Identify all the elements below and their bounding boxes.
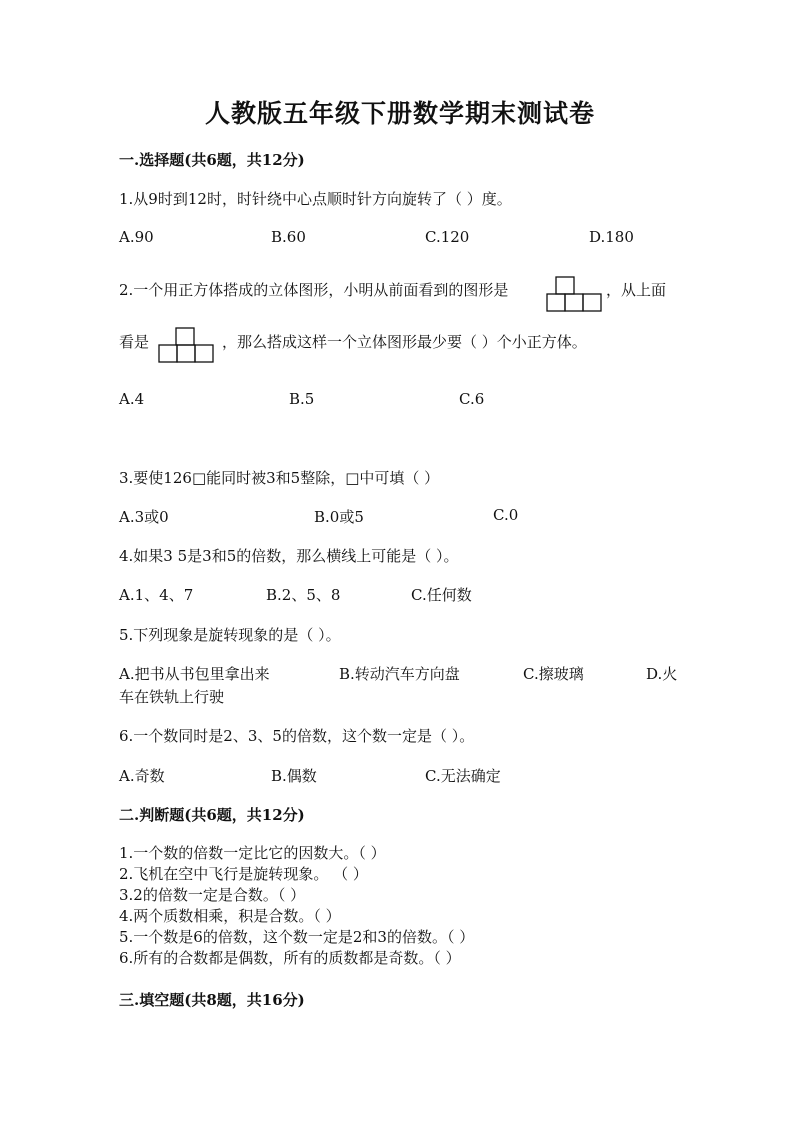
question-2-option-c: C.6 bbox=[459, 390, 485, 408]
true-false-item: 3.2的倍数一定是合数。（ ） bbox=[119, 886, 306, 904]
question-4-text: 4.如果3 5是3和5的倍数，那么横线上可能是（ ）。 bbox=[119, 547, 459, 565]
page-title: 人教版五年级下册数学期末测试卷 bbox=[204, 99, 595, 128]
question-6-option-a: A.奇数 bbox=[119, 767, 165, 785]
question-2-text-line1: 2.一个用正方体搭成的立体图形，小明从前面看到的图形是 bbox=[119, 281, 509, 299]
question-4-option-b: B.2、5、8 bbox=[266, 586, 341, 604]
question-5-option-d-continued: 车在铁轨上行驶 bbox=[119, 688, 225, 706]
question-6-option-c: C.无法确定 bbox=[425, 767, 501, 785]
section-heading-choice: 一.选择题(共6题，共12分) bbox=[119, 151, 305, 169]
question-1-option-c: C.120 bbox=[425, 228, 470, 246]
question-1-option-b: B.60 bbox=[271, 228, 306, 246]
question-3-text: 3.要使126□能同时被3和5整除，□中可填（ ） bbox=[119, 469, 440, 487]
question-2-option-a: A.4 bbox=[119, 390, 145, 408]
top-view-figure bbox=[158, 326, 216, 364]
question-2-text-line2-start: 看是 bbox=[119, 333, 150, 351]
question-2-option-b: B.5 bbox=[289, 390, 315, 408]
true-false-item: 4.两个质数相乘，积是合数。（ ） bbox=[119, 907, 341, 925]
true-false-item: 2.飞机在空中飞行是旋转现象。 （ ） bbox=[119, 865, 368, 883]
question-4-option-c: C.任何数 bbox=[411, 586, 472, 604]
question-5-option-a: A.把书从书包里拿出来 bbox=[119, 665, 270, 683]
question-1-text: 1.从9时到12时，时针绕中心点顺时针方向旋转了（ ）度。 bbox=[119, 190, 512, 208]
question-5-option-b: B.转动汽车方向盘 bbox=[339, 665, 460, 683]
question-6-option-b: B.偶数 bbox=[271, 767, 317, 785]
true-false-item: 1.一个数的倍数一定比它的因数大。（ ） bbox=[119, 844, 386, 862]
front-view-figure bbox=[546, 275, 604, 313]
section-heading-fill-in: 三.填空题(共8题，共16分) bbox=[119, 991, 305, 1009]
section-heading-true-false: 二.判断题(共6题，共12分) bbox=[119, 806, 305, 824]
question-6-text: 6.一个数同时是2、3、5的倍数，这个数一定是（ ）。 bbox=[119, 727, 475, 745]
question-3-option-b: B.0或5 bbox=[314, 508, 364, 526]
question-5-text: 5.下列现象是旋转现象的是（ ）。 bbox=[119, 626, 341, 644]
true-false-item: 6.所有的合数都是偶数，所有的质数都是奇数。（ ） bbox=[119, 949, 461, 967]
question-2-text-line2-end: ，那么搭成这样一个立体图形最少要（ ）个小正方体。 bbox=[222, 333, 587, 351]
question-3-option-c: C.0 bbox=[493, 506, 519, 524]
true-false-item: 5.一个数是6的倍数，这个数一定是2和3的倍数。（ ） bbox=[119, 928, 475, 946]
question-3-option-a: A.3或0 bbox=[119, 508, 169, 526]
question-5-option-d: D.火 bbox=[646, 665, 678, 683]
question-1-option-a: A.90 bbox=[119, 228, 154, 246]
question-2-text-line1-end: ，从上面 bbox=[606, 281, 667, 299]
question-4-option-a: A.1、4、7 bbox=[119, 586, 194, 604]
question-5-option-c: C.擦玻璃 bbox=[523, 665, 584, 683]
question-1-option-d: D.180 bbox=[589, 228, 634, 246]
